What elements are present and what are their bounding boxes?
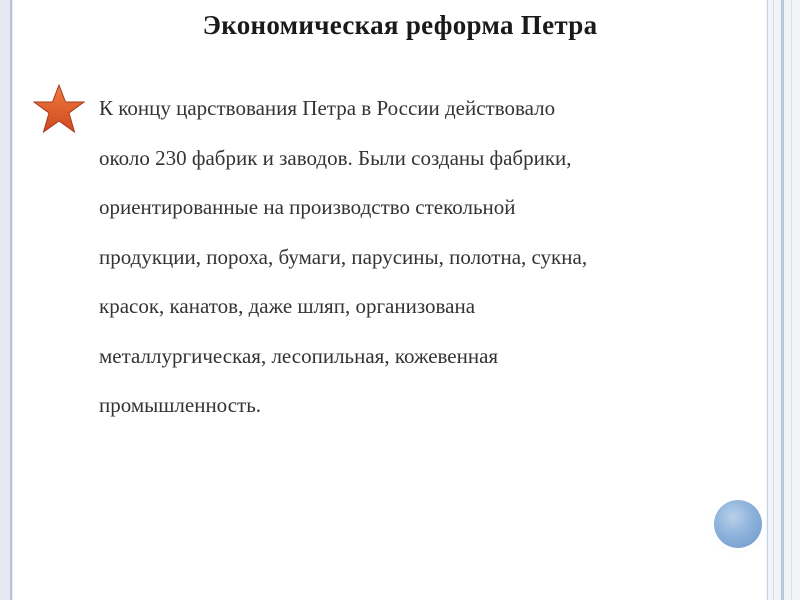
- slide-title: Экономическая реформа Петра: [202, 10, 598, 40]
- right-frame-line: [773, 0, 774, 600]
- star-icon: [33, 84, 85, 134]
- body-line: около 230 фабрик и заводов. Были созданы фабрики,: [99, 145, 572, 170]
- body-line: красок, канатов, даже шляп, организована: [99, 294, 476, 318]
- right-frame-line: [781, 0, 784, 600]
- left-frame-line: [10, 0, 12, 600]
- body-line: металлургическая, лесопильная, кожевенная: [99, 343, 499, 368]
- body-line: К концу царствования Петра в России действовало: [99, 96, 556, 120]
- body-line: промышленность.: [99, 393, 262, 417]
- body-text: [99, 84, 739, 431]
- decorative-orb: [714, 500, 762, 548]
- right-frame-line: [767, 0, 768, 600]
- body-line: ориентированные на производство стекольной: [99, 195, 516, 219]
- body-line: продукции, пороха, бумаги, парусины, полотна, сукна,: [99, 244, 588, 269]
- right-frame-line: [791, 0, 792, 600]
